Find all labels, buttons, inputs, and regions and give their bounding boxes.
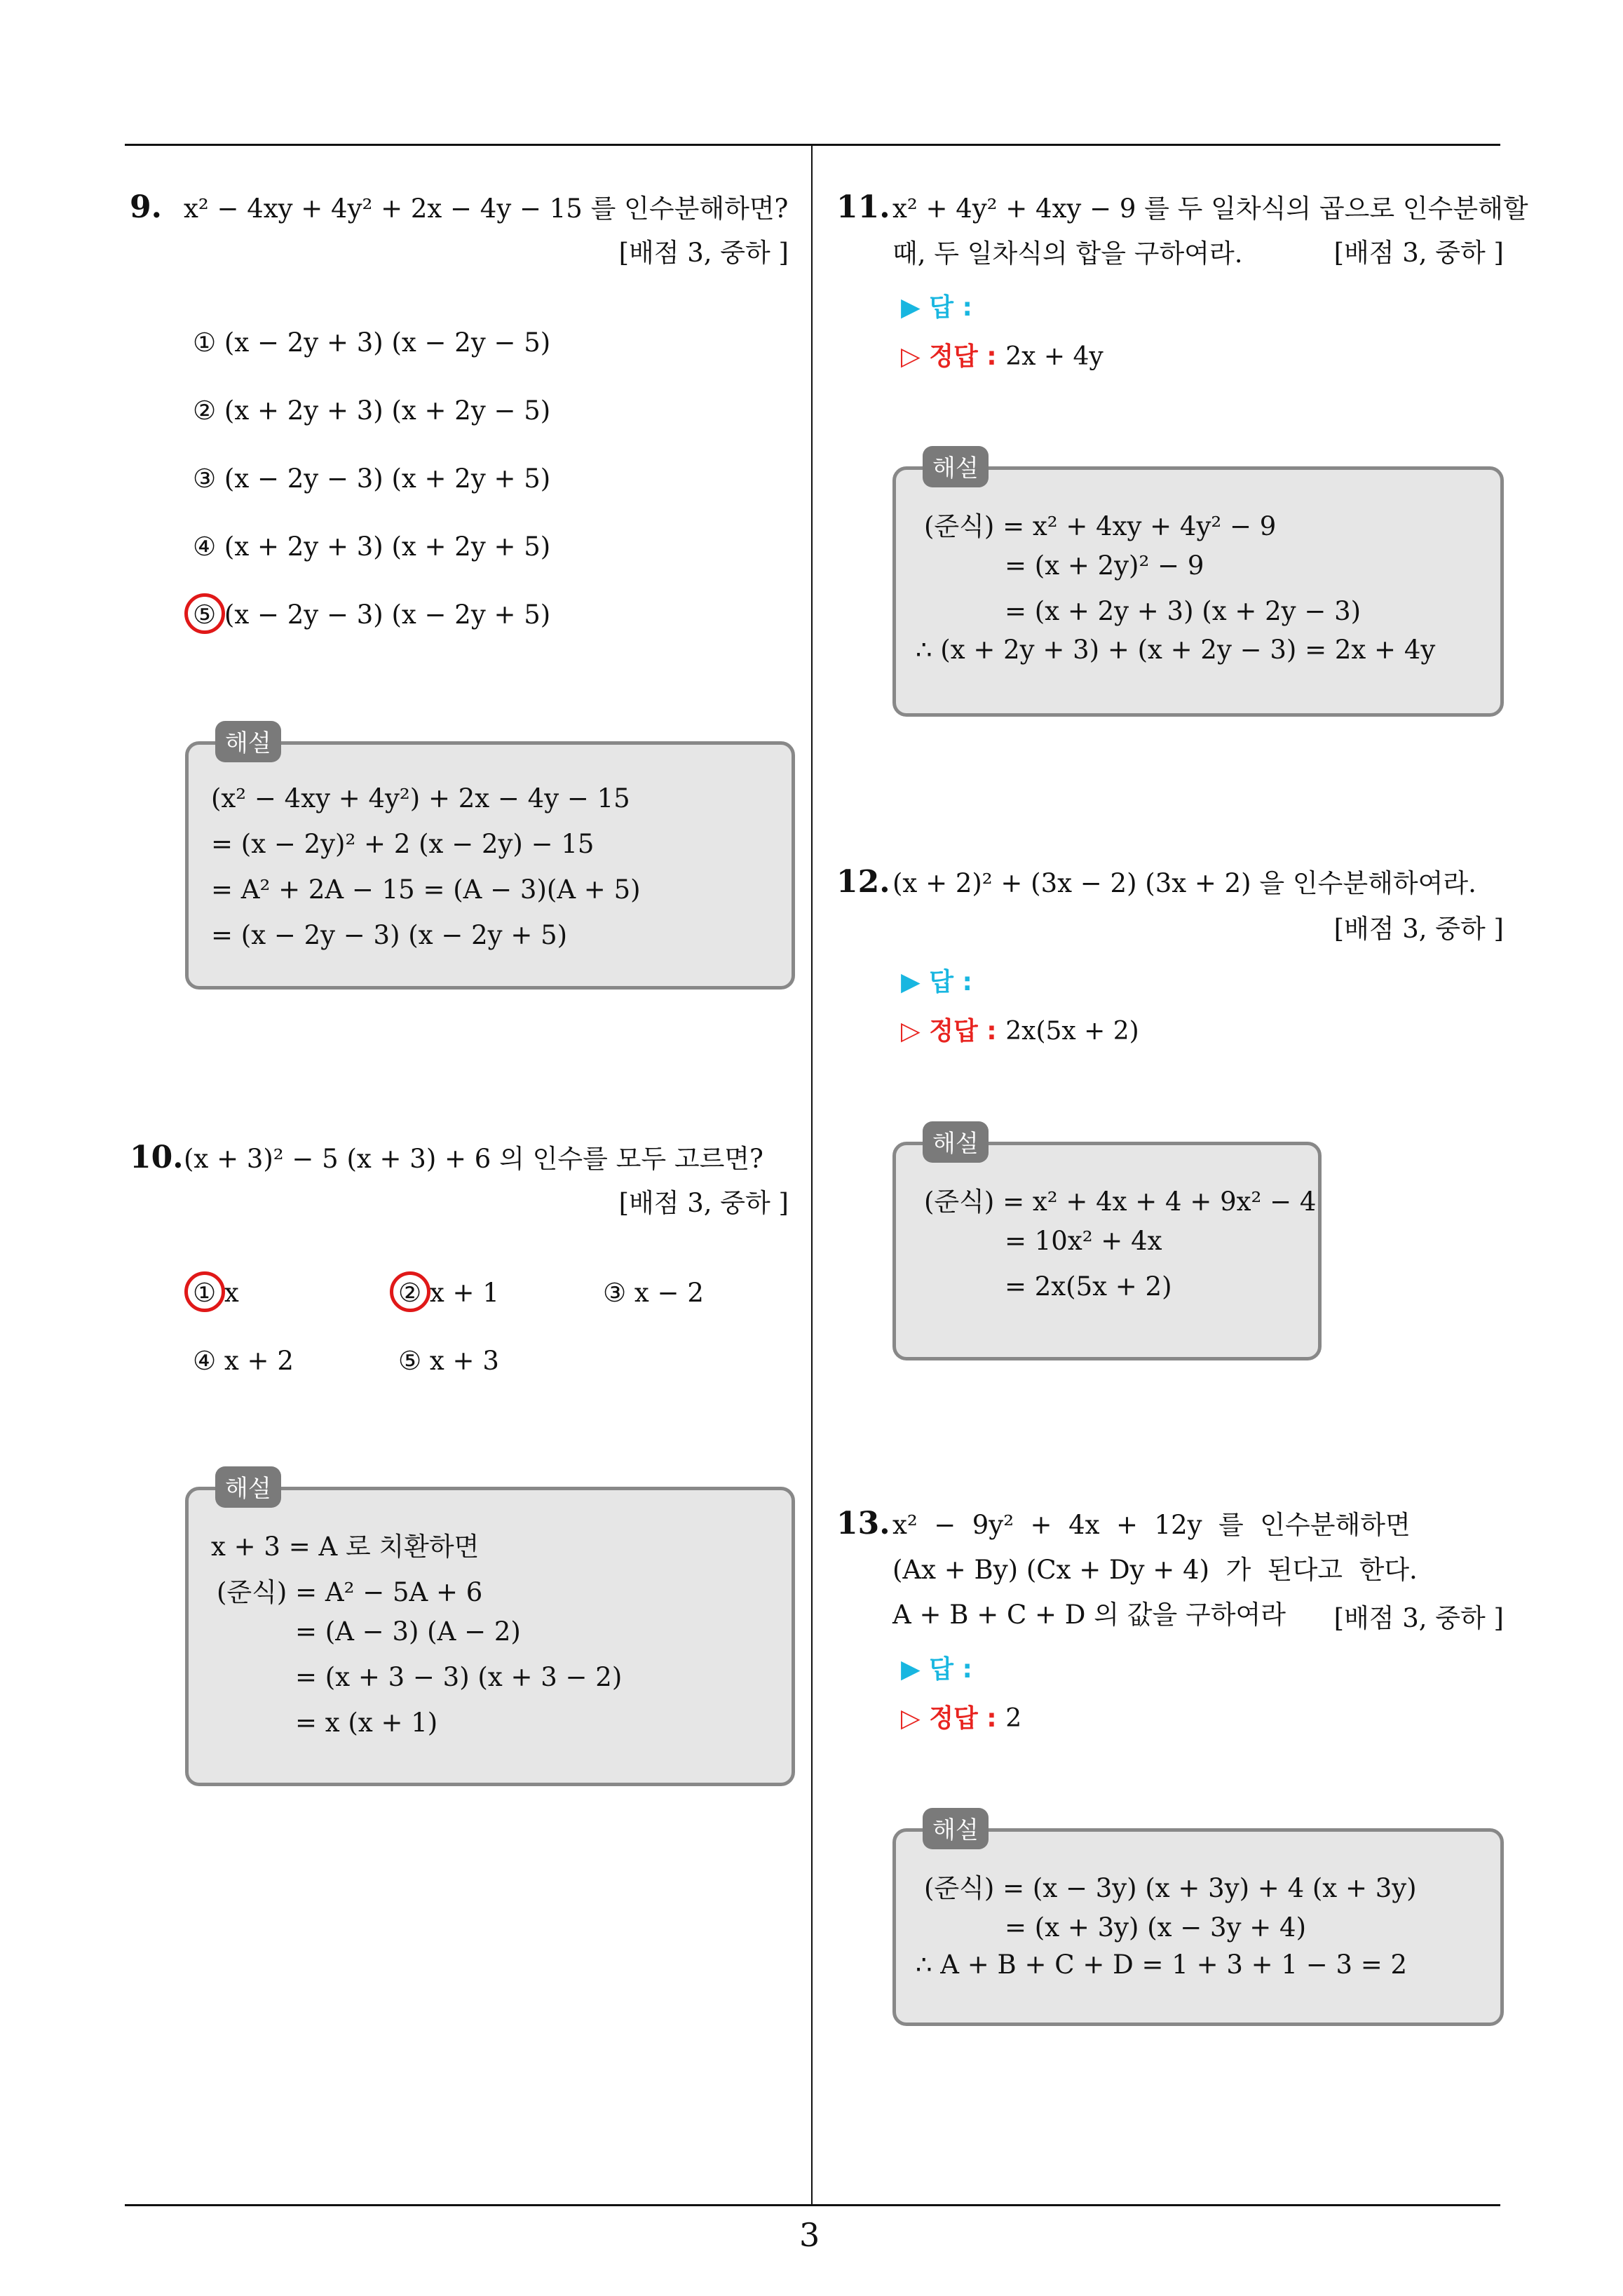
question-text: A + B + C + D 의 값을 구하여라: [892, 1600, 1286, 1630]
answer-input[interactable]: ▶ 답 :: [901, 1655, 972, 1684]
solution-line: ∴ A + B + C + D = 1 + 3 + 1 − 3 = 2: [916, 1950, 1408, 1980]
correct-answer-value: 2: [1005, 1704, 1022, 1733]
question-number: 10.: [130, 1140, 184, 1175]
solution-line: = (x + 3 − 3) (x + 3 − 2): [295, 1662, 623, 1692]
solution-line: (준식) = A² − 5A + 6: [217, 1577, 483, 1607]
choice-3[interactable]: ③ (x − 2y − 3) (x + 2y + 5): [193, 464, 551, 494]
bottom-rule: [125, 2204, 1500, 2206]
correct-answer-label: ▷ 정답 : 2: [901, 1704, 1022, 1733]
solution-tag: 해설: [923, 1808, 989, 1849]
solution-line: = A² + 2A − 15 = (A − 3)(A + 5): [211, 874, 641, 905]
column-divider: [811, 144, 813, 2206]
choice-5[interactable]: ⑤ (x − 2y − 3) (x − 2y + 5): [193, 600, 551, 630]
solution-box: [892, 454, 1504, 717]
solution-box: [892, 1816, 1504, 2026]
question-text: x² − 4xy + 4y² + 2x − 4y − 15 를 인수분해하면?: [184, 194, 789, 224]
question-text: (x + 2)² + (3x − 2) (3x + 2) 을 인수분해하여라.: [892, 868, 1476, 898]
solution-line: ∴ (x + 2y + 3) + (x + 2y − 3) = 2x + 4y: [916, 635, 1436, 665]
question-text: 때, 두 일차식의 합을 구하여라.: [892, 238, 1243, 269]
solution-line: = x (x + 1): [295, 1708, 438, 1738]
correct-answer-value: 2x + 4y: [1005, 342, 1103, 371]
solution-line: (준식) = (x − 3y) (x + 3y) + 4 (x + 3y): [924, 1873, 1417, 1903]
selected-answer-mark: [184, 1271, 225, 1312]
solution-line: x + 3 = A 로 치환하면: [211, 1532, 480, 1562]
solution-line: (x² − 4xy + 4y²) + 2x − 4y − 15: [211, 783, 630, 813]
correct-answer-label: ▷ 정답 : 2x(5x + 2): [901, 1017, 1139, 1046]
solution-tag: 해설: [923, 446, 989, 487]
solution-tag: 해설: [923, 1121, 989, 1163]
correct-answer-label: ▷ 정답 : 2x + 4y: [901, 342, 1103, 371]
solution-box: [185, 1475, 795, 1786]
solution-line: = (x + 2y + 3) (x + 2y − 3): [1005, 596, 1361, 626]
question-number: 12.: [836, 864, 890, 900]
question-text: (Ax + By) (Cx + Dy + 4) 가 된다고 한다.: [892, 1555, 1418, 1585]
solution-line: (준식) = x² + 4xy + 4y² − 9: [924, 511, 1277, 541]
score-label: [배점 3, 중하 ]: [1333, 238, 1504, 268]
solution-line: = 10x² + 4x: [1005, 1226, 1162, 1256]
solution-tag: 해설: [215, 1466, 281, 1508]
selected-answer-mark: [184, 593, 225, 634]
solution-line: = (x + 2y)² − 9: [1005, 551, 1204, 581]
top-rule: [125, 144, 1500, 146]
choice-1[interactable]: ① x: [193, 1278, 239, 1308]
page-number: 3: [799, 2216, 820, 2254]
score-label: [배점 3, 중하 ]: [1333, 914, 1504, 944]
score-label: [배점 3, 중하 ]: [618, 238, 789, 268]
question-text: (x + 3)² − 5 (x + 3) + 6 의 인수를 모두 고르면?: [184, 1144, 763, 1174]
selected-answer-mark: [390, 1271, 430, 1312]
score-label: [배점 3, 중하 ]: [1333, 1603, 1504, 1633]
solution-box: [185, 729, 795, 990]
solution-tag: 해설: [215, 721, 281, 762]
question-number: 9.: [130, 189, 162, 225]
question-number: 13.: [836, 1506, 890, 1541]
question-number: 11.: [836, 189, 890, 225]
choice-1[interactable]: ① (x − 2y + 3) (x − 2y − 5): [193, 327, 551, 358]
choice-3[interactable]: ③ x − 2: [603, 1278, 704, 1308]
answer-input[interactable]: ▶ 답 :: [901, 968, 972, 997]
score-label: [배점 3, 중하 ]: [618, 1188, 789, 1218]
choice-4[interactable]: ④ (x + 2y + 3) (x + 2y + 5): [193, 532, 551, 562]
solution-line: = (x + 3y) (x − 3y + 4): [1005, 1912, 1306, 1943]
question-text: x² − 9y² + 4x + 12y 를 인수분해하면: [892, 1510, 1411, 1540]
choice-5[interactable]: ⑤ x + 3: [398, 1346, 499, 1376]
solution-line: = (x − 2y − 3) (x − 2y + 5): [211, 920, 568, 950]
solution-line: = (A − 3) (A − 2): [295, 1616, 521, 1647]
choice-2[interactable]: ② (x + 2y + 3) (x + 2y − 5): [193, 396, 551, 426]
choice-2[interactable]: ② x + 1: [398, 1278, 499, 1308]
solution-line: (준식) = x² + 4x + 4 + 9x² − 4: [924, 1187, 1317, 1217]
choice-4[interactable]: ④ x + 2: [193, 1346, 294, 1376]
correct-answer-value: 2x(5x + 2): [1005, 1017, 1139, 1046]
answer-input[interactable]: ▶ 답 :: [901, 293, 972, 322]
solution-box: [892, 1130, 1322, 1360]
question-text: x² + 4y² + 4xy − 9 를 두 일차식의 곱으로 인수분해할: [892, 194, 1528, 224]
solution-line: = (x − 2y)² + 2 (x − 2y) − 15: [211, 829, 595, 859]
solution-line: = 2x(5x + 2): [1005, 1271, 1172, 1302]
